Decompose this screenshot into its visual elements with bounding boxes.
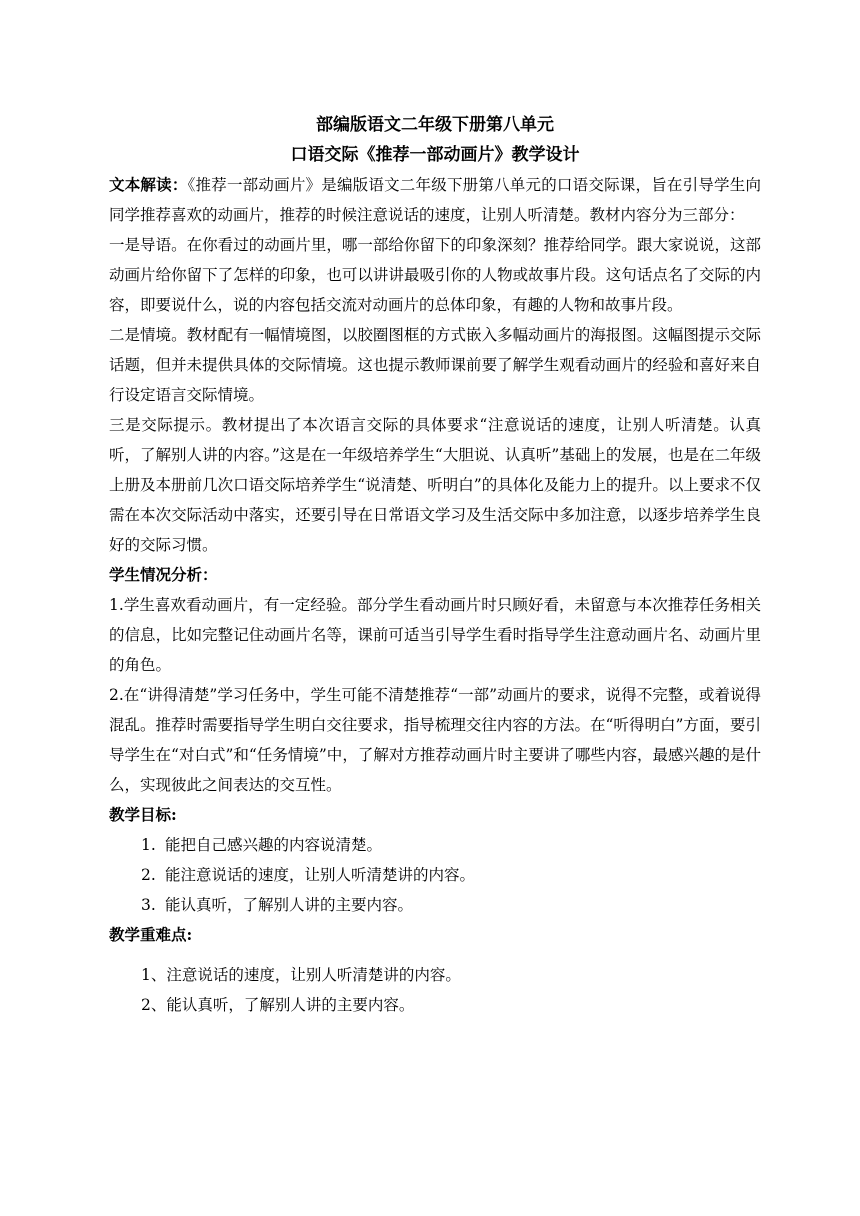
- text-analysis-label: 文本解读：: [109, 175, 188, 194]
- document-page: [109, 110, 761, 1020]
- text-analysis-intro-text: 《推荐一部动画片》是编版语文二年级下册第八单元的口语交际课，旨在引导学生向同学推荐喜欢的动画片，推荐的时候注意说话的速度，让别人听清楚。教材内容分为三部分：: [109, 176, 761, 224]
- teaching-goal-text: 能把自己感兴趣的内容说清楚。: [165, 836, 383, 854]
- document-title-line2: 口语交际《推荐一部动画片》教学设计: [290, 145, 580, 165]
- student-analysis-item1: 1.学生喜欢看动画片，有一定经验。部分学生看动画片时只顾好看，未留意与本次推荐任务相关的信息，比如完整记住动画片名等，课前可适当引导学生看时指导学生注意动画片名、动画片里的角色。: [109, 596, 761, 674]
- teaching-goal-number: 1.: [141, 836, 156, 854]
- text-analysis-intro: [109, 170, 761, 230]
- key-points-list: [109, 960, 761, 1020]
- key-point-item: 1、注意说话的速度，让别人听清楚讲的内容。: [141, 966, 461, 984]
- teaching-goal-text: 能认真听，了解别人讲的主要内容。: [165, 896, 414, 914]
- student-analysis-heading: 学生情况分析：: [109, 565, 218, 584]
- text-analysis-part2: 二是情境。教材配有一幅情境图，以胶圈图框的方式嵌入多幅动画片的海报图。这幅图提示交际话题，但并未提供具体的交际情境。这也提示教师课前要了解学生观看动画片的经验和喜好来自行设定语言交际情境。: [109, 326, 761, 404]
- teaching-goal-item: [109, 860, 761, 890]
- teaching-goal-number: 3.: [141, 896, 156, 914]
- key-points-heading: 教学重难点:: [109, 925, 193, 944]
- teaching-goals-list: [109, 830, 761, 920]
- teaching-goal-text: 能注意说话的速度，让别人听清楚讲的内容。: [165, 866, 476, 884]
- teaching-goal-item: [109, 830, 761, 860]
- text-analysis-part3: 三是交际提示。教材提出了本次语言交际的具体要求“注意说话的速度，让别人听清楚。认真听，了解别人讲的内容。”这是在一年级培养学生“大胆说、认真听”基础上的发展，也是在二年级上册及本册前几次口语交际培养学生“说清楚、听明白”的具体化及能力上的提升。以上要求不仅需在本次交际活动中落实，还要引导在日常语文学习及生活交际中多加注意，以逐步培养学生良好的交际习惯。: [109, 416, 761, 554]
- document-title-line1: 部编版语文二年级下册第八单元: [316, 115, 554, 135]
- key-point-item: 2、能认真听，了解别人讲的主要内容。: [141, 996, 415, 1014]
- teaching-goals-heading: 教学目标:: [109, 805, 177, 824]
- text-analysis-part1: 一是导语。在你看过的动画片里，哪一部给你留下的印象深刻？推荐给同学。跟大家说说，这部动画片给你留下了怎样的印象，也可以讲讲最吸引你的人物或故事片段。这句话点名了交际的内容，即要说什么，说的内容包括交流对动画片的总体印象，有趣的人物和故事片段。: [109, 236, 761, 314]
- student-analysis-item2: 2.在“讲得清楚”学习任务中，学生可能不清楚推荐“一部”动画片的要求，说得不完整，或着说得混乱。推荐时需要指导学生明白交往要求，指导梳理交往内容的方法。在“听得明白”方面，要引导学生在“对白式”和“任务情境”中，了解对方推荐动画片时主要讲了哪些内容，最感兴趣的是什么，实现彼此之间表达的交互性。: [109, 686, 761, 794]
- teaching-goal-item: [109, 890, 761, 920]
- teaching-goal-number: 2.: [141, 866, 156, 884]
